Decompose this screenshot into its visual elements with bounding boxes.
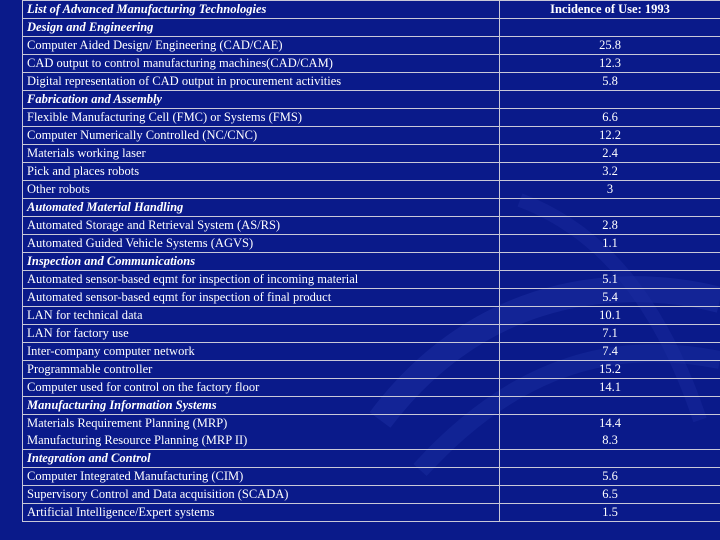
section-title: Design and Engineering [23,19,500,37]
table-row [23,415,720,450]
section-value-empty [500,199,720,217]
table-row [23,468,720,486]
incidence-value: 5.8 [500,73,720,91]
technology-label: LAN for technical data [23,307,500,325]
table-row [23,271,720,289]
section-value-empty [500,19,720,37]
table-row [23,343,720,361]
section-value-empty [500,91,720,109]
technology-label [23,415,500,450]
section-value-empty [500,397,720,415]
section-title: Inspection and Communications [23,253,500,271]
amt-table [22,0,720,522]
incidence-value: 2.4 [500,145,720,163]
technology-label: Materials working laser [23,145,500,163]
incidence-value: 5.1 [500,271,720,289]
technology-label: Computer Numerically Controlled (NC/CNC) [23,127,500,145]
table-row [23,37,720,55]
technology-label: Automated sensor-based eqmt for inspection of incoming material [23,271,500,289]
section-title: Manufacturing Information Systems [23,397,500,415]
column-header-incidence: Incidence of Use: 1993 [500,1,720,19]
incidence-value: 14.1 [500,379,720,397]
technology-label: Automated sensor-based eqmt for inspection of final product [23,289,500,307]
incidence-value [500,415,720,450]
table-row [23,289,720,307]
table-row [23,361,720,379]
incidence-value: 3.2 [500,163,720,181]
incidence-value: 1.1 [500,235,720,253]
table-row [23,163,720,181]
technology-label: Programmable controller [23,361,500,379]
incidence-value: 7.1 [500,325,720,343]
technology-label: CAD output to control manufacturing machines(CAD/CAM) [23,55,500,73]
technology-label: Supervisory Control and Data acquisition (SCADA) [23,486,500,504]
technology-label-line: Manufacturing Resource Planning (MRP II) [27,433,248,447]
table-title: List of Advanced Manufacturing Technologies [23,1,500,19]
technology-label: Artificial Intelligence/Expert systems [23,504,500,522]
incidence-value: 12.3 [500,55,720,73]
section-row [23,19,720,37]
table-row [23,181,720,199]
incidence-value-line: 8.3 [602,433,618,447]
technology-label: Inter-company computer network [23,343,500,361]
incidence-value: 25.8 [500,37,720,55]
incidence-value: 2.8 [500,217,720,235]
table-row [23,55,720,73]
table-row [23,486,720,504]
table-row [23,235,720,253]
technology-label: Digital representation of CAD output in procurement activities [23,73,500,91]
incidence-value: 6.6 [500,109,720,127]
technology-label: Pick and places robots [23,163,500,181]
incidence-value-line: 14.4 [599,416,621,430]
section-title: Automated Material Handling [23,199,500,217]
technology-label: LAN for factory use [23,325,500,343]
technology-label: Computer Integrated Manufacturing (CIM) [23,468,500,486]
section-row [23,91,720,109]
section-title: Integration and Control [23,450,500,468]
table-row [23,307,720,325]
technology-label: Automated Guided Vehicle Systems (AGVS) [23,235,500,253]
incidence-value: 7.4 [500,343,720,361]
incidence-value: 10.1 [500,307,720,325]
section-title: Fabrication and Assembly [23,91,500,109]
table-row [23,217,720,235]
technology-label-line: Materials Requirement Planning (MRP) [27,416,228,430]
section-row [23,450,720,468]
table-row [23,127,720,145]
incidence-value: 3 [500,181,720,199]
incidence-value: 15.2 [500,361,720,379]
incidence-value: 1.5 [500,504,720,522]
section-row [23,253,720,271]
section-row [23,199,720,217]
incidence-value: 5.6 [500,468,720,486]
table-row [23,109,720,127]
technology-label: Automated Storage and Retrieval System (AS/RS) [23,217,500,235]
table-row [23,325,720,343]
technology-label: Flexible Manufacturing Cell (FMC) or Systems (FMS) [23,109,500,127]
section-value-empty [500,253,720,271]
table-row [23,379,720,397]
incidence-value: 5.4 [500,289,720,307]
incidence-value: 12.2 [500,127,720,145]
table-row [23,145,720,163]
section-value-empty [500,450,720,468]
incidence-value: 6.5 [500,486,720,504]
table-header-row [23,1,720,19]
section-row [23,397,720,415]
technology-label: Computer Aided Design/ Engineering (CAD/CAE) [23,37,500,55]
technology-label: Computer used for control on the factory floor [23,379,500,397]
technology-label: Other robots [23,181,500,199]
table-row [23,504,720,522]
table-row [23,73,720,91]
